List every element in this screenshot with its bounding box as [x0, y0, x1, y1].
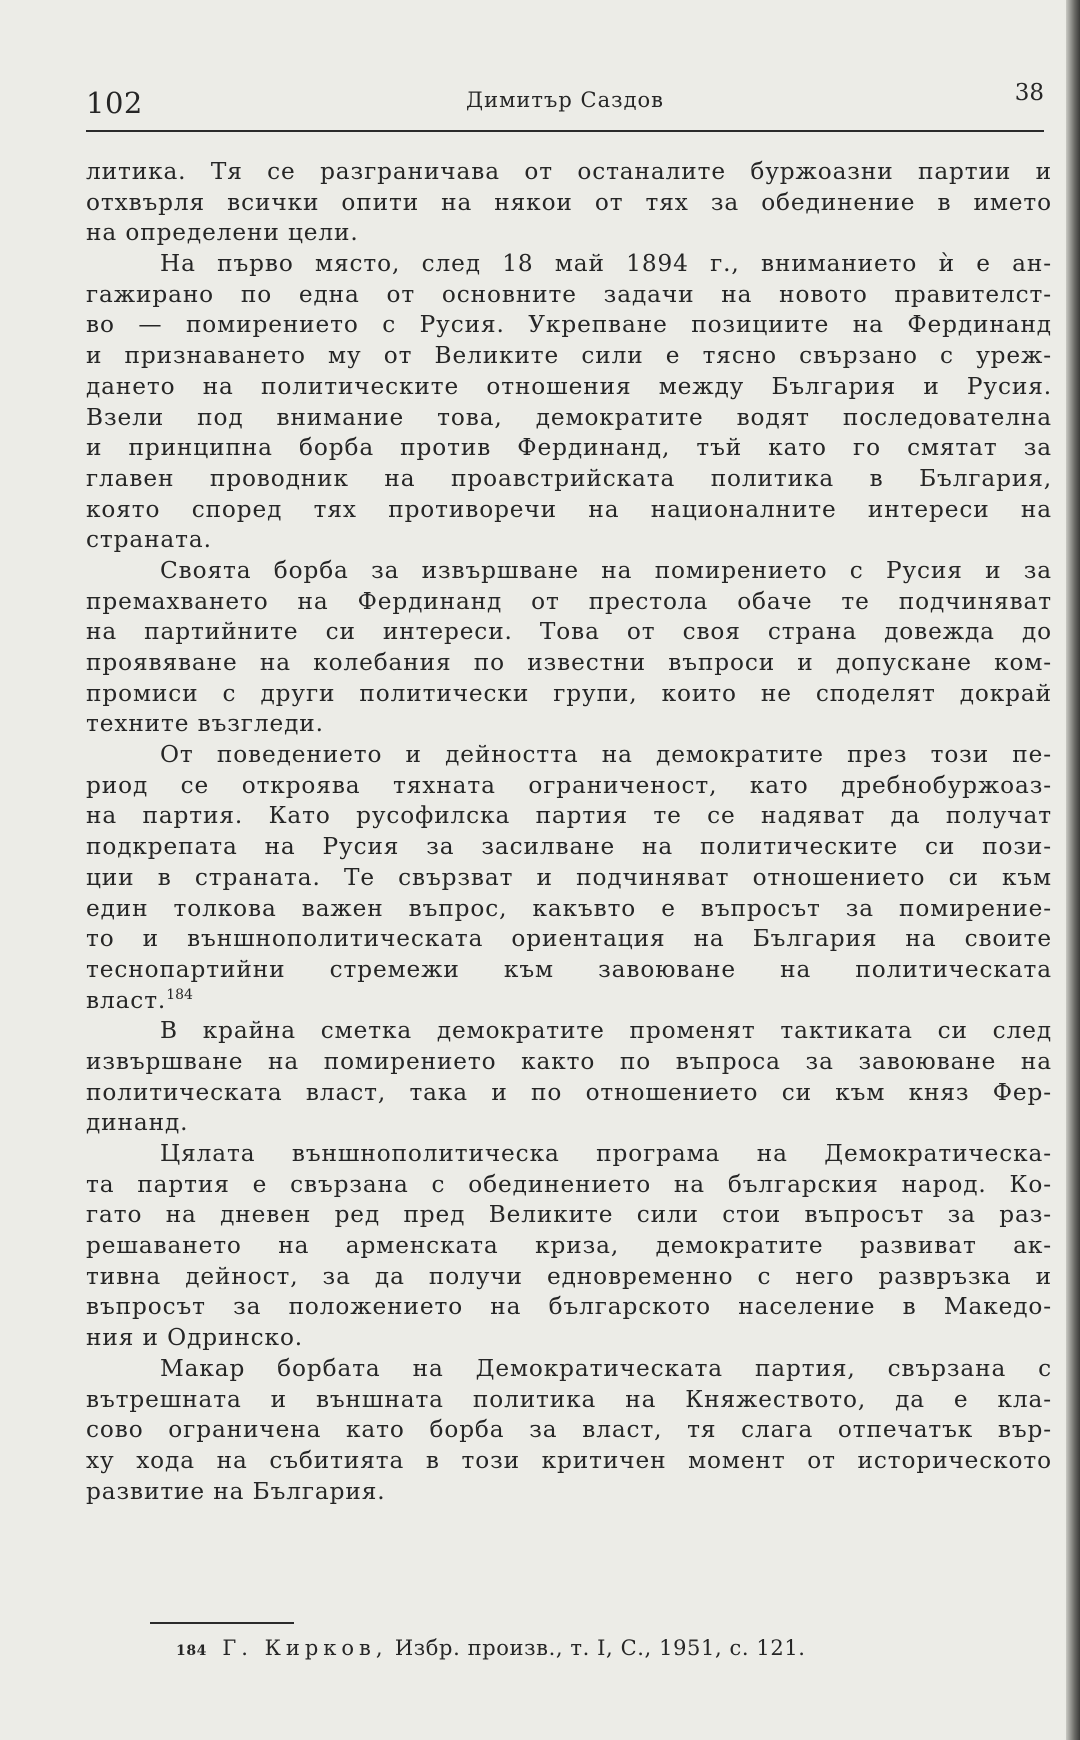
text-line: промиси с други политически групи, които не споделят докрай	[86, 679, 1052, 707]
body-text	[86, 157, 1052, 1507]
text-line-word: власт.	[86, 986, 167, 1014]
text-line: Своята борба за извършване на помирението с Русия и за	[160, 556, 1052, 584]
text-line: Макар борбата на Демократическата партия, свързана с	[160, 1354, 1052, 1382]
text-line: вътрешната и външната политика на Княжеството, да е кла-	[86, 1385, 1052, 1413]
text-line: на партийните си интереси. Това от своя страна довежда до	[86, 618, 1052, 646]
text-line: та партия е свързана с обединението на българския народ. Ко-	[86, 1170, 1052, 1198]
text-line: Цялата външнополитическа програма на Демократическа-	[160, 1140, 1052, 1167]
paragraph-5	[86, 1016, 1052, 1139]
text-line: динанд.	[86, 1109, 189, 1137]
page-number: 102	[86, 86, 143, 120]
text-line: и принципна борба против Фердинанд, тъй като го смятат за	[86, 434, 1052, 462]
paragraph-1	[86, 157, 1052, 249]
text-line: тивна дейност, за да получи едновременно с него развръзка и	[86, 1262, 1052, 1290]
footnote-number: 184	[176, 1643, 208, 1659]
text-line: развитие на България.	[86, 1477, 386, 1505]
text-line: В крайна сметка демократите променят тактиката си след	[160, 1017, 1052, 1045]
text-line: техните възгледи.	[86, 710, 324, 738]
footnote-author: Г. Кирков,	[222, 1636, 388, 1660]
text-line: и признаването му от Великите сили е тясно свързано с уреж-	[86, 342, 1052, 370]
text-line: риод се откроява тяхната ограниченост, като дребнобуржоаз-	[86, 771, 1052, 799]
footnote	[176, 1636, 806, 1660]
text-line: литика. Тя се разграничава от останалите буржоазни партии и	[86, 158, 1052, 185]
text-line: гато на дневен ред пред Великите сили стои въпросът за раз-	[86, 1201, 1052, 1229]
text-line: на партия. Като русофилска партия те се надяват да получат	[86, 802, 1052, 830]
text-line: ния и Одринско.	[86, 1324, 304, 1352]
text-line: то и външнополитическата ориентация на България на своите	[86, 925, 1052, 953]
text-line	[86, 986, 1052, 1017]
paragraph-3	[86, 556, 1052, 740]
text-line: която според тях противоречи на националните интереси на	[86, 495, 1052, 523]
text-line: решаването на арменската криза, демократите развиват ак-	[86, 1232, 1052, 1260]
text-line: страната.	[86, 526, 212, 554]
text-line: Взели под внимание това, демократите водят последователна	[86, 403, 1052, 431]
text-line: извършване на помирението както по въпроса за завоюване на	[86, 1047, 1052, 1075]
page-binding-edge	[1066, 0, 1080, 1740]
chapter-number: 38	[1014, 80, 1044, 106]
text-line: теснопартийни стремежи към завоюване на политическата	[86, 955, 1052, 983]
paragraph-6	[86, 1139, 1052, 1354]
text-line: дането на политическите отношения между България и Русия.	[86, 372, 1052, 400]
paragraph-7	[86, 1354, 1052, 1507]
text-line: ции в страната. Те свързват и подчиняват отношението си към	[86, 863, 1052, 891]
text-line: сово ограничена като борба за власт, тя слага отпечатък вър-	[86, 1416, 1052, 1444]
footnote-rule	[150, 1622, 294, 1624]
text-line: От поведението и дейността на демократите през този пе-	[160, 741, 1052, 769]
paragraph-2	[86, 249, 1052, 556]
text-line: политическата власт, така и по отношението си към княз Фер-	[86, 1078, 1052, 1106]
text-line: премахването на Фердинанд от престола обаче те подчиняват	[86, 587, 1052, 615]
header-rule	[86, 130, 1044, 132]
text-line: главен проводник на проавстрийската политика в България,	[86, 464, 1052, 492]
paragraph-4	[86, 740, 1052, 1016]
text-line: гажирано по една от основните задачи на новото правителст-	[86, 280, 1052, 308]
text-line: На първо място, след 18 май 1894 г., вниманието ѝ е ан-	[160, 250, 1052, 278]
text-line: ху хода на събитията в този критичен момент от историческото	[86, 1446, 1052, 1474]
text-line: на определени цели.	[86, 219, 359, 247]
text-line: един толкова важен въпрос, какъвто е въпросът за помирение-	[86, 894, 1052, 922]
footnote-text: Избр. произв., т. I, С., 1951, с. 121.	[394, 1636, 806, 1660]
footnote-reference[interactable]: 184	[166, 986, 193, 1003]
text-line: въпросът за положението на българското население в Македо-	[86, 1293, 1052, 1321]
text-line: во — помирението с Русия. Укрепване позициите на Фердинанд	[86, 311, 1052, 339]
text-line: проявяване на колебания по известни въпроси и допускане ком-	[86, 649, 1052, 676]
text-line: отхвърля всички опити на някои от тях за обединение в името	[86, 188, 1052, 216]
running-head-author: Димитър Саздов	[466, 88, 664, 112]
running-head	[86, 80, 1044, 124]
text-line: подкрепата на Русия за засилване на политическите си пози-	[86, 833, 1052, 861]
